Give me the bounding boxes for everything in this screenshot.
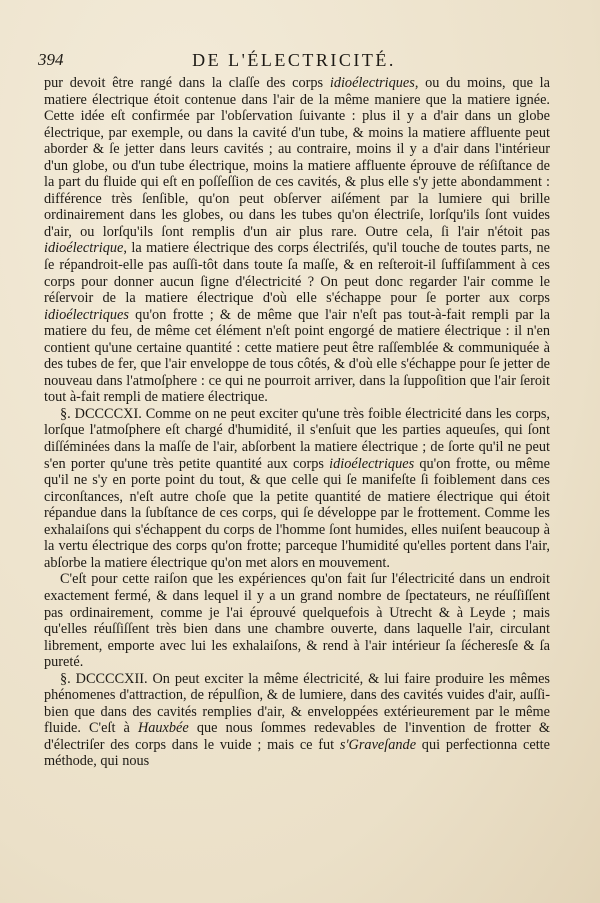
- italic-term: idioélectriques: [329, 75, 415, 91]
- page-number: 394: [38, 50, 64, 69]
- italic-term: idioélectrique: [44, 240, 124, 257]
- text-run: qu'on frotte ; & de même que l'air n'eſt pas tout-à-fait rempli par la matiere du feu, de même cet élément n'eſt point engorgé de matiere électrique : il n'en contient qu'une certaine quantité : cette matiere peut être raſſemblée & communiquée à des tubes de fer, que l'air enveloppe de tous côtés, & d'où elle s'échappe pour ſe jetter de nouveau dans l'atmoſphere : ce qui ne pourroit arriver, dans la ſuppoſition que l'air ſeroit tout à-fait rempli de matiere électrique.: [44, 306, 550, 406]
- text-run: , ou du moins, que la matiere électrique étoit contenue dans l'air de la même maniere que la matiere ignée. Cette idée eſt confirmée par l'obſervation ſuivante : plus il y a d'air dans un globe électrique, par exemple, ou dans la cavité d'un tube, & moins la matiere affluente peut aborder & ſe jetter dans leurs cavités ; au contraire, moins il y a d'air dans l'intérieur d'un globe, ou d'un tube électrique, moins la matiere affluente éprouve de réſiſtance de la part du fluide qui eſt en poſſeſſion de ces cavités, & plus elle s'y jette abondamment : différence très ſenſible, qu'on peut obſerver aiſément par la lumiere qui brille ordinairement dans les globes, ou dans les tubes qu'on électriſe, lorſqu'ils ſont vuides d'air, ou lorſqu'ils ſont remplis d'un air plus rare. Outre cela, ſi l'air n'étoit pas: [44, 75, 551, 240]
- paragraph-section-811: [44, 406, 550, 571]
- running-title: DE L'ÉLECTRICITÉ.: [192, 50, 396, 70]
- paragraph-continuation: [44, 75, 550, 406]
- italic-term: s'Graveſande: [339, 736, 417, 753]
- paragraph-section-812: [44, 671, 550, 770]
- paragraph-experiments: [44, 571, 550, 670]
- text-run: , la matiere électrique des corps électriſés, qu'il touche de toutes parts, ne ſe répandroit-elle pas auſſi-tôt dans toute ſa maſſe, & en reſteroit-il ſuffiſamment à ces corps pour donner aucun ſigne d'électricité ? On peut donc regarder l'air comme le réſervoir de la matiere électrique d'où elle s'échappe pour ſe porter aux corps: [44, 240, 550, 307]
- text-run: C'eſt pour cette raiſon que les expériences qu'on fait ſur l'électricité dans un endroit exactement fermé, & dans lequel il y a un grand nombre de ſpectateurs, ne réuſſiſſent pas ordinairement, comme je l'ai éprouvé quelquefois à Utrecht & à Leyde ; mais qu'elles réuſſiſſent très bien dans une chambre ouverte, dans laquelle l'air, circulant librement, emporte avec lui les exhalaiſons, & rend à l'air intérieur ſa ſécheresſe & ſa pureté.: [44, 571, 550, 671]
- text-run: §. DCCCCXII. On peut exciter la même électricité, & lui faire produire les mêmes phénomenes d'attraction, de répulſion, & de lumiere, dans des cavités vuides d'air, auſſi-bien que dans des cavités remplies d'air, & enveloppées extérieurement par le même fluide. C'eſt à: [44, 670, 550, 737]
- text-run: qu'on frotte, ou même qu'il ne s'y en porte point du tout, & que celle qui ſe manifeſte ſi foiblement dans ces circonſtances, n'eſt autre choſe que la petite quantité de matiere électrique qui étoit répandue dans la ſubſtance de ces corps, qui ſe développe par le frottement. Comme les exhalaiſons qui s'échappent du corps de l'homme ſont humides, elles nuiſent beaucoup à la vertu électrique des corps qu'on frotte; parceque l'humidité qu'elles portent dans l'air, abſorbe la matiere électrique qu'on met alors en mouvement.: [44, 455, 550, 571]
- text-run: pur devoit être rangé dans la claſſe des corps: [44, 75, 330, 91]
- italic-term: idioélectriques: [329, 455, 415, 472]
- text-run: que nous ſommes redevables de l'invention de frotter & d'électriſer des corps dans le vuide ; mais ce fut: [44, 720, 550, 753]
- body-text: [44, 75, 550, 770]
- running-head: [38, 50, 550, 74]
- text-run: qui perfectionna cette méthode, qui nous: [44, 736, 550, 770]
- text-run: §. DCCCCXI. Comme on ne peut exciter qu'une très foible électricité dans les corps, lorſque l'atmoſphere eſt chargé d'humidité, il s'enſuit que les parties aqueuſes, qui ſont diſſéminées dans la maſſe de l'air, abſorbent la matiere électrique ; de ſorte qu'il ne peut s'en porter qu'une très petite quantité aux corps: [44, 405, 550, 472]
- italic-term: Hauxbée: [137, 720, 189, 737]
- italic-term: idioélectriques: [44, 306, 129, 323]
